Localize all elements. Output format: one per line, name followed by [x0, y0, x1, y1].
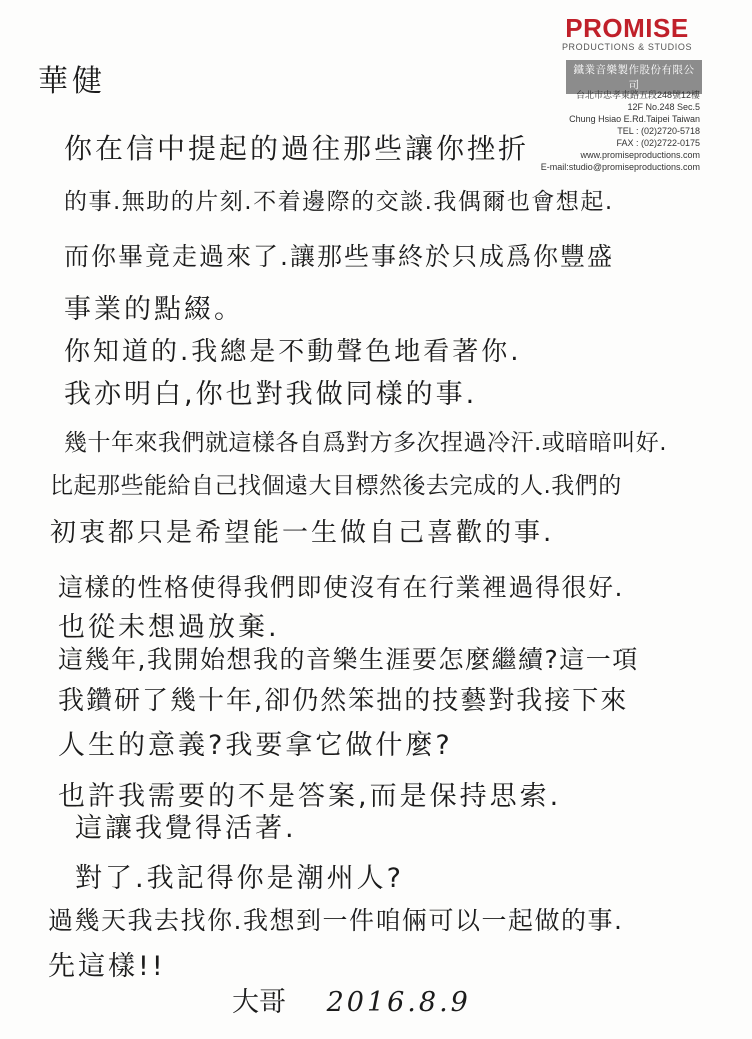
- letter-line: 初衷都只是希望能一生做自己喜歡的事.: [50, 518, 555, 548]
- letter-line: 你知道的.我總是不動聲色地看著你.: [64, 337, 522, 367]
- contact-website: www.promiseproductions.com: [580, 150, 700, 160]
- letter-line: 我亦明白,你也對我做同樣的事.: [64, 379, 478, 410]
- contact-address-en-2: Chung Hsiao E.Rd.Taipei Taiwan: [569, 114, 700, 124]
- letter-line: 先這樣!!: [48, 951, 166, 982]
- letter-date: 2016.8.9: [326, 987, 471, 1018]
- contact-fax: FAX : (02)2722-0175: [616, 138, 700, 148]
- contact-tel: TEL : (02)2720-5718: [617, 126, 700, 136]
- letterhead: [552, 14, 702, 94]
- letter-signature-block: [232, 980, 471, 1019]
- company-logo: PROMISE: [565, 13, 689, 43]
- logo-subtitle: PRODUCTIONS & STUDIOS: [561, 42, 693, 52]
- letter-line: 而你畢竟走過來了.讓那些事終於只成爲你豐盛: [64, 242, 614, 271]
- letter-line: 幾十年來我們就這樣各自爲對方多次捏過冷汗.或暗暗叫好.: [64, 430, 668, 456]
- contact-email: E-mail:studio@promiseproductions.com: [540, 162, 700, 172]
- letter-line: 我鑽研了幾十年,卻仍然笨拙的技藝對我接下來: [58, 686, 629, 716]
- letter-line: 這樣的性格使得我們即使沒有在行業裡過得很好.: [58, 573, 624, 602]
- letter-line: 對了.我記得你是潮州人?: [75, 863, 404, 894]
- letter-line: 比起那些能給自己找個遠大目標然後去完成的人.我們的: [50, 473, 622, 499]
- letter-line: 這幾年,我開始想我的音樂生涯要怎麼繼續?這一項: [58, 645, 639, 674]
- letter-line: 過幾天我去找你.我想到一件咱倆可以一起做的事.: [48, 906, 624, 935]
- letter-salutation: 華健: [38, 64, 106, 99]
- letter-line: 的事.無助的片刻.不着邊際的交談.我偶爾也會想起.: [64, 189, 614, 215]
- letter-line: 人生的意義?我要拿它做什麼?: [58, 730, 453, 761]
- letter-line: 事業的點綴。: [64, 294, 244, 325]
- letter-line: 這讓我覺得活著.: [75, 813, 297, 844]
- signature-name: 大哥: [232, 987, 286, 1018]
- letter-line: 也許我需要的不是答案,而是保持思索.: [58, 781, 562, 812]
- letter-line: 你在信中提起的過往那些讓你挫折: [64, 132, 530, 165]
- letter-line: 也從未想過放棄.: [58, 612, 280, 643]
- contact-address-zh: 台北市忠孝東路五段248號12樓: [575, 90, 700, 100]
- contact-address-en-1: 12F No.248 Sec.5: [627, 102, 700, 112]
- company-name: 鐵業音樂製作股份有限公司: [566, 60, 702, 94]
